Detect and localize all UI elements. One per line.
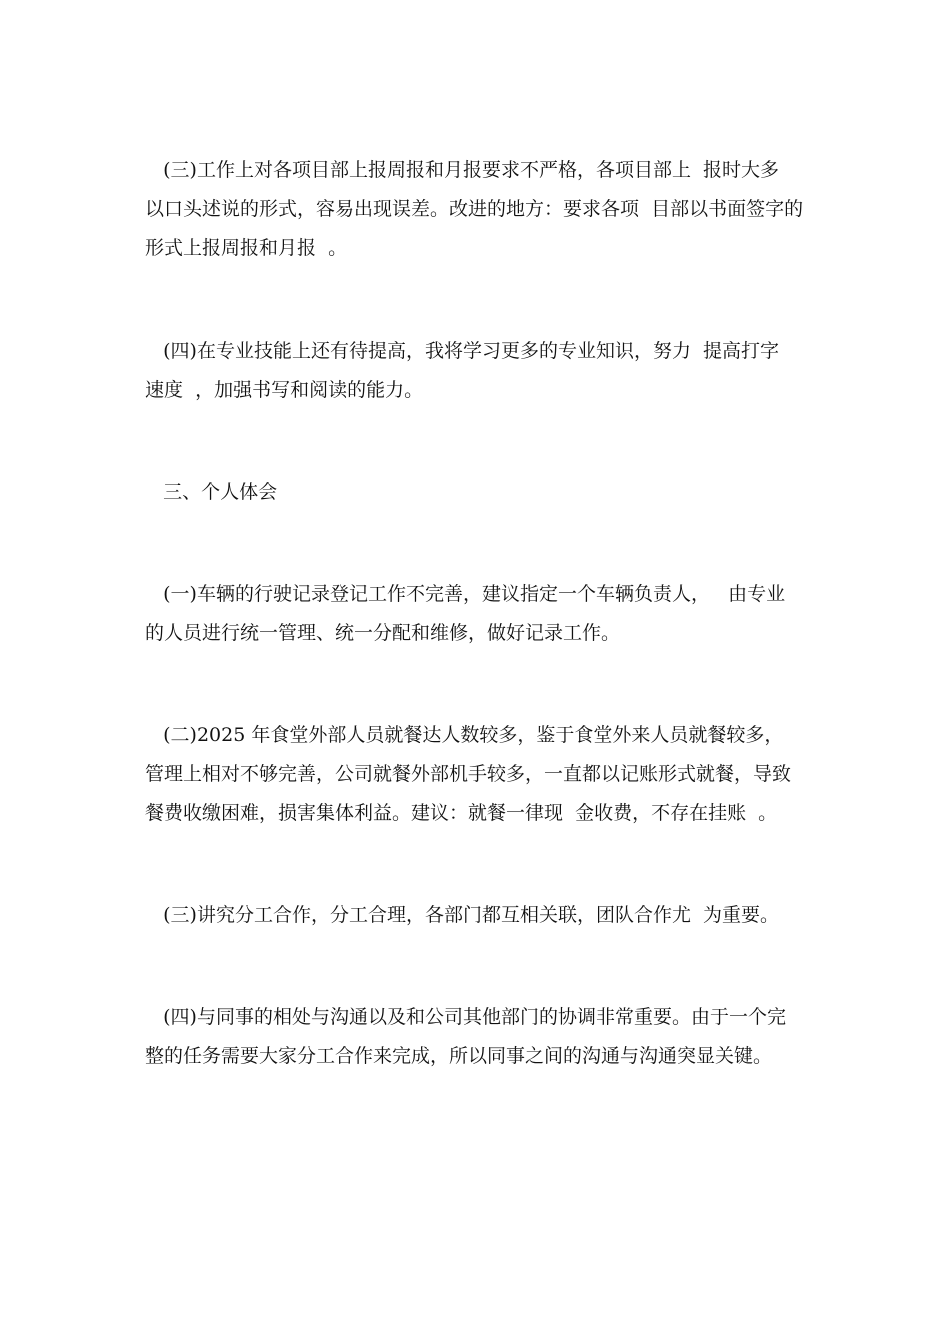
paragraph-1-line-2: 以口头述说的形式，容易出现误差。改进的地方：要求各项 目部以书面签字的 xyxy=(145,198,804,220)
paragraph-2-line-2: 速度 ，加强书写和阅读的能力。 xyxy=(145,379,424,401)
paragraph-2-line-1: (四)在专业技能上还有待提高，我将学习更多的专业知识，努力 提高打字 xyxy=(145,340,780,362)
paragraph-5-line-1: (三)讲究分工合作，分工合理，各部门都互相关联，团队合作尤 为重要。 xyxy=(145,904,780,926)
paragraph-1-line-1: (三)工作上对各项目部上报周报和月报要求不严格，各项目部上 报时大多 xyxy=(145,159,780,181)
paragraph-6-line-2: 整的任务需要大家分工合作来完成，所以同事之间的沟通与沟通突显关键。 xyxy=(145,1045,773,1067)
paragraph-4-line-3: 餐费收缴困难，损害集体利益。建议：就餐一律现 金收费，不存在挂账 。 xyxy=(145,802,778,824)
paragraph-6-line-1: (四)与同事的相处与沟通以及和公司其他部门的协调非常重要。由于一个完 xyxy=(145,1006,786,1028)
paragraph-4-line-2: 管理上相对不够完善，公司就餐外部机手较多，一直都以记账形式就餐，导致 xyxy=(145,763,792,785)
paragraph-3-line-2: 的人员进行统一管理、统一分配和维修，做好记录工作。 xyxy=(145,622,621,644)
paragraph-3-line-1: (一)车辆的行驶记录登记工作不完善，建议指定一个车辆负责人， 由专业 xyxy=(145,583,786,605)
section-heading: 三、个人体会 xyxy=(145,481,278,503)
paragraph-1-line-3: 形式上报周报和月报 。 xyxy=(145,237,348,259)
paragraph-4-line-1: (二)2025 年食堂外部人员就餐达人数较多，鉴于食堂外来人员就餐较多， xyxy=(145,724,784,746)
